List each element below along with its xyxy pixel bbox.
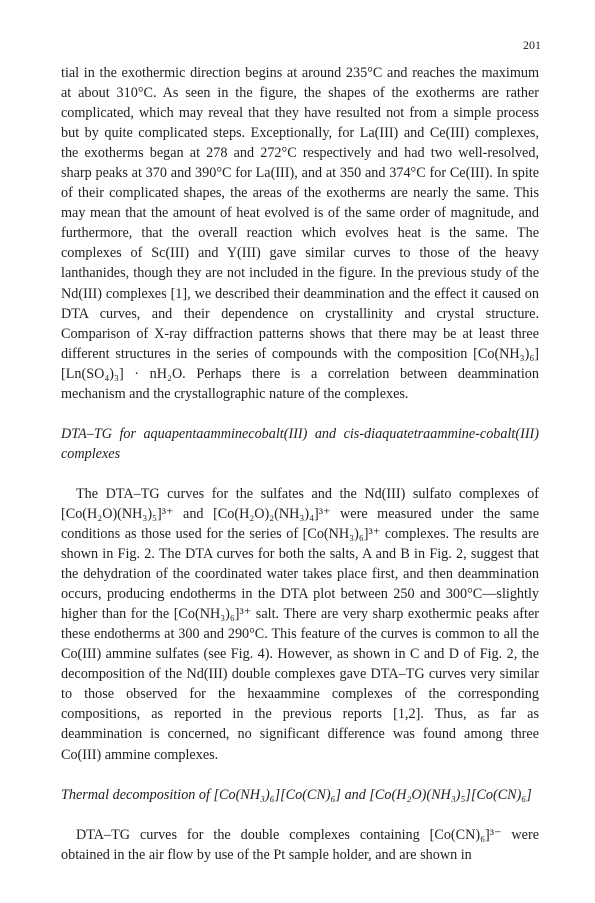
section-heading-thermal-decomposition: Thermal decomposition of [Co(NH₃)₆][Co(CN)₆] and [Co(H₂O)(NH₃)₅][Co(CN)₆]: [61, 786, 532, 803]
section-heading-dta-tg: DTA–TG for aquapentaamminecobalt(III) and cis-diaquatetraammine-cobalt(III) complexes: [61, 425, 539, 462]
text-column: [61, 63, 539, 865]
spacer: [61, 765, 539, 785]
spacer: [61, 464, 539, 484]
spacer: [61, 805, 539, 825]
paragraph-cyanide-complexes: DTA–TG curves for the double complexes containing [Co(CN)₆]³⁻ were obtained in the air flow by use of the Pt sample holder, and are shown in: [61, 826, 539, 863]
paragraph-exotherm-discussion: tial in the exothermic direction begins at around 235°C and reaches the maximum at about 310°C. As seen in the figure, the shapes of the exotherms are rather complicated, which may reveal that they have resulted not from a simple process but by quite complicated steps. Exceptionally, for La(III) and Ce(III) complexes, the exotherms began at 278 and 272°C respectively and had two well-resolved, sharp peaks at 370 and 390°C for La(III), and at 350 and 374°C for Ce(III). In spite of their complicated shapes, the areas of the exotherms are nearly the same. This may mean that the amount of heat evolved is of the same order of magnitude, and furthermore, that the overall reaction which evolves heat is the same. The complexes of Sc(III) and Y(III) gave similar curves to those of the heavy lanthanides, though they are not included in the figure. In the previous study of the Nd(III) complexes [1], we described their deammination and the effect it caused on DTA curves, and their dependence on crystallinity and crystal structure. Comparison of X-ray diffraction patterns shows that there may be at least three different structures in the series of compounds with the composition [Co(NH₃)₆][Ln(SO₄)₃] · nH₂O. Perhaps there is a correlation between deammination mechanism and the crystallographic nature of the complexes.: [61, 65, 539, 402]
spacer: [61, 404, 539, 424]
paragraph-dta-tg-results: The DTA–TG curves for the sulfates and the Nd(III) sulfato complexes of [Co(H₂O)(NH₃)₅]³⁺ and [Co(H₂O)₂(NH₃)₄]³⁺ were measured under the same conditions as those used for the series of [Co(NH₃)₆]³⁺ complexes. The results are shown in Fig. 2. The DTA curves for both the salts, A and B in Fig. 2, suggest that the dehydration of the coordinated water takes place first, and then deammination occurs, producing endotherms in the DTA plot between 250 and 300°C—slightly higher than for the [Co(NH₃)₆]³⁺ salt. There are very sharp exothermic peaks after these endotherms at 300 and 290°C. This feature of the curves is common to all the Co(III) ammine sulfates (see Fig. 4). However, as shown in C and D of Fig. 2, the decomposition of the Nd(III) double complexes gave DTA–TG curves very similar to those observed for the hexaammine complexes of the corresponding compositions, as reported in the previous reports [1,2]. Thus, as far as deammination is concerned, no significant difference was found among three Co(III) ammine complexes.: [61, 485, 539, 763]
page-number: 201: [523, 38, 541, 52]
